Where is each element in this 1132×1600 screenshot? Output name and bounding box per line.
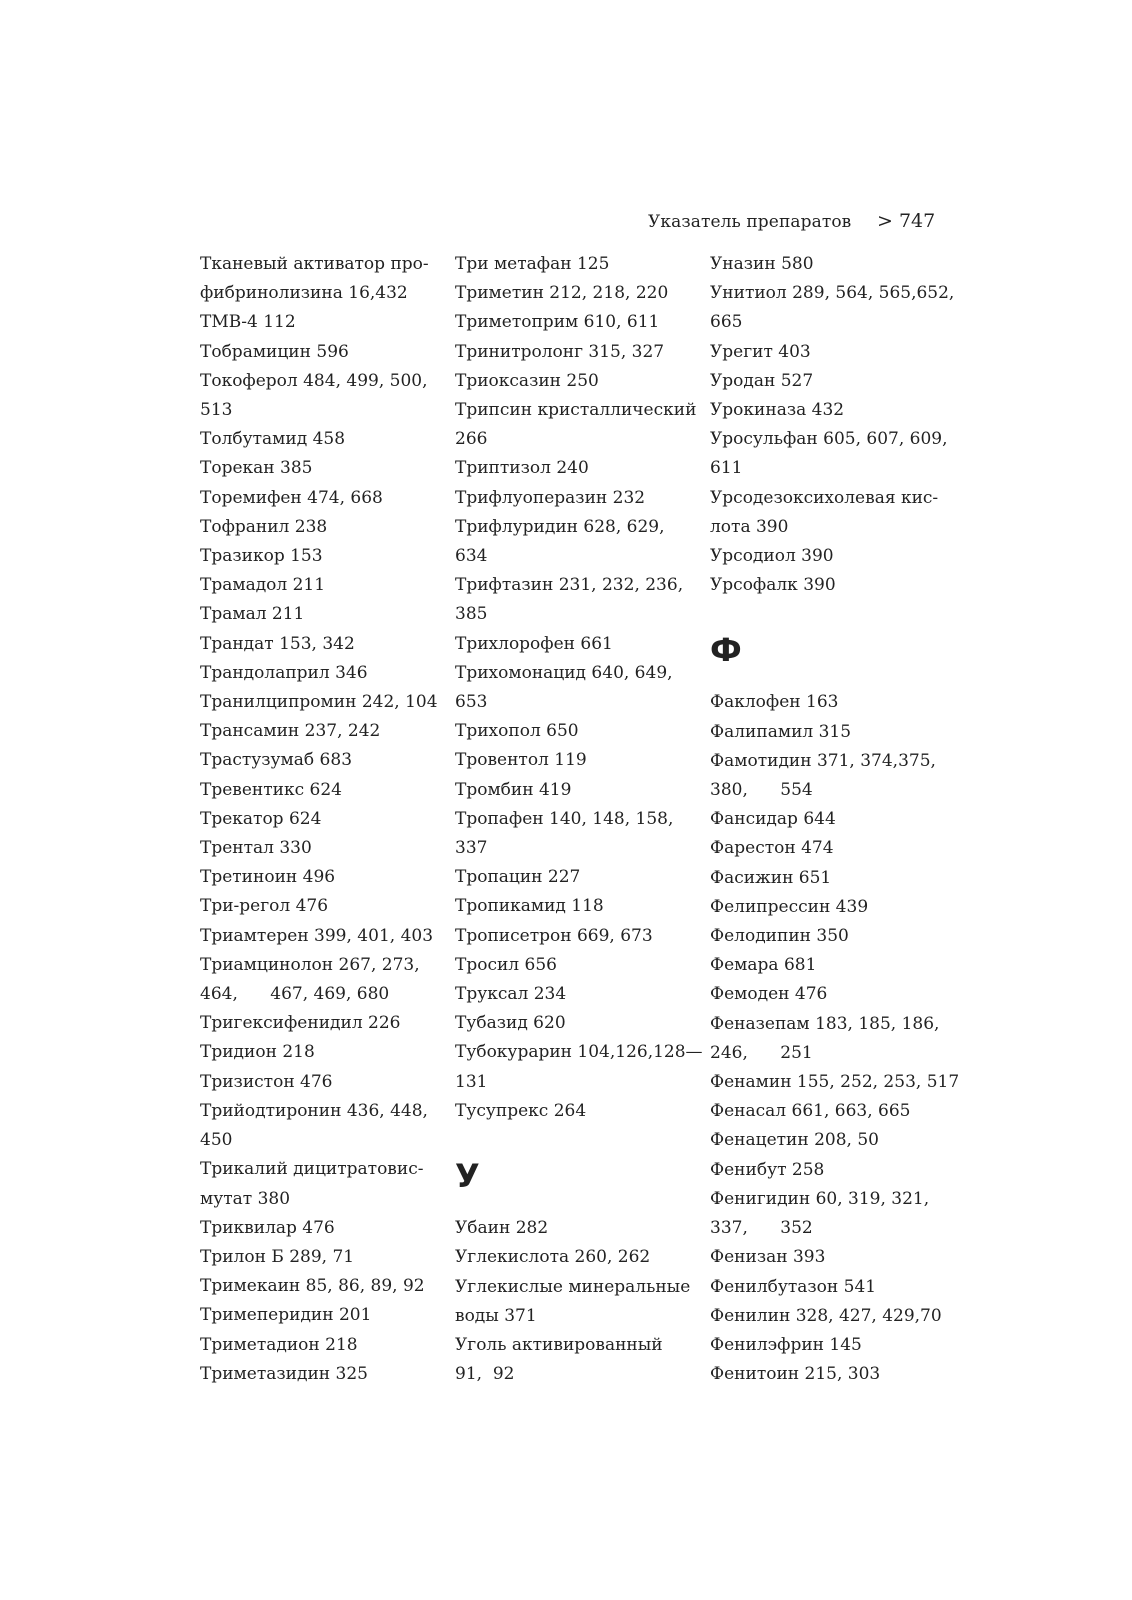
index-entry-line: Три метафан 125 [455,254,610,274]
index-entry [200,367,450,425]
index-entry [455,980,705,1009]
index-entry [200,834,450,863]
index-entry-line: Труксал 234 [455,984,567,1005]
index-entry-line: Тридион 218 [200,1042,315,1063]
index-entry-line: Фарестон 474 [710,838,834,859]
index-entry [710,951,960,980]
index-entry [710,864,960,893]
index-entry [200,1038,450,1067]
index-entry [455,1097,705,1126]
index-entry-line: Тревентикс 624 [200,779,342,800]
index-entry-line: Уголь активированный [455,1334,663,1355]
index-entry-line: Фенасал 661, 663, 665 [710,1101,911,1122]
index-entry-line: Урсофалк 390 [710,575,836,596]
index-entry-line: Триамтерен 399, 401, 403 [200,925,434,946]
index-entry [200,951,450,1009]
index-entry-line: Трихомонацид 640, 649, [455,662,673,683]
index-entry [455,484,705,513]
index-entry-line: Фансидар 644 [710,809,836,830]
index-entry-line: 380, 554 [710,780,813,801]
index-entry-line: Торекан 385 [200,458,313,479]
index-entry-line: Трандат 153, 342 [200,633,355,654]
index-entry [455,659,705,717]
index-entry [455,1273,705,1331]
index-entry-line: Тразикор 153 [200,546,323,567]
index-entry-line: Трамадол 211 [200,575,326,596]
index-entry-line: мутат 380 [200,1188,291,1209]
index-entry-line: Торемифен 474, 668 [200,487,383,508]
index-entry-line: Фенацетин 208, 50 [710,1130,879,1151]
index-entry-line: лота 390 [710,516,789,537]
index-entry [455,951,705,980]
index-entry-line: Тропикамид 118 [455,896,604,917]
index-entry-line: Трандолаприл 346 [200,662,368,683]
index-entry-line: фибринолизина 16,432 [200,283,408,304]
index-entry-line: Урсодиол 390 [710,546,834,567]
index-entry-line: Тофранил 238 [200,516,328,537]
index-entry-line: ТМВ-4 112 [200,312,296,333]
index-entry [200,600,450,629]
index-entry-line: 246, 251 [710,1042,813,1063]
index-entry [710,834,960,863]
index-entry [710,1273,960,1302]
index-entry [200,308,450,337]
index-entry-line: Фалипамил 315 [710,721,852,742]
index-entry-line: 513 [200,400,233,421]
index-entry [455,250,705,279]
index-entry-line: Три-регол 476 [200,896,329,917]
index-entry-line: Трифтазин 231, 232, 236, [455,575,684,596]
index-entry [200,513,450,542]
index-entry-line: Тромбин 419 [455,779,572,800]
index-entry [710,1126,960,1155]
index-entry [455,396,705,454]
index-entry [710,1360,960,1389]
index-entry-line: Трекатор 624 [200,808,322,829]
index-entry-line: 653 [455,692,488,713]
index-entry-line: Триамцинолон 267, 273, [200,954,420,975]
index-entry-line: Урокиназа 432 [710,400,845,421]
index-entry [710,1068,960,1097]
index-entry [455,454,705,483]
index-entry [200,1097,450,1155]
index-entry-line: Фенибут 258 [710,1159,825,1180]
index-entry [710,571,960,600]
index-entry-line: 611 [710,458,743,479]
index-entry [710,1185,960,1243]
index-entry-line: Фенигидин 60, 319, 321, [710,1188,930,1209]
index-entry [455,367,705,396]
index-entry [200,717,450,746]
index-entry-line: Трансамин 237, 242 [200,721,381,742]
index-entry [200,892,450,921]
index-entry-line: Токоферол 484, 499, 500, [200,370,428,391]
index-entry [200,338,450,367]
index-entry-line: Трийодтиронин 436, 448, [200,1100,428,1121]
index-entry-line: Феназепам 183, 185, 186, [710,1013,940,1034]
index-entry [455,717,705,746]
index-entry-line: Урсодезоксихолевая кис- [710,487,939,508]
index-entry [200,1214,450,1243]
index-entry [200,484,450,513]
index-entry-line: Тросил 656 [455,954,557,975]
index-entry-line: Фенизан 393 [710,1247,826,1268]
index-entry-line: Трамал 211 [200,604,305,625]
index-entry [455,571,705,629]
index-entry [710,396,960,425]
index-entry-line: Тобрамицин 596 [200,341,349,362]
index-letter-heading: Ф [710,631,742,670]
index-entry [455,1009,705,1038]
index-entry-line: 385 [455,604,488,625]
index-entry [455,513,705,571]
index-entry-line: 450 [200,1130,233,1151]
index-entry-line: 91, 92 [455,1364,515,1385]
index-entry-line: Тризистон 476 [200,1071,333,1092]
index-entry [710,893,960,922]
index-entry [200,454,450,483]
index-entry-line: Урегит 403 [710,341,811,362]
index-entry [455,746,705,775]
index-entry [200,571,450,600]
index-entry [455,308,705,337]
index-entry-line: Трикалий дицитратовис- [200,1159,424,1180]
index-entry-line: Фелодипин 350 [710,926,849,947]
index-entry [710,805,960,834]
index-entry-line: Тримекаин 85, 86, 89, 92 [200,1276,425,1297]
index-entry [455,1214,705,1243]
index-entry [200,542,450,571]
index-entry-line: Фенамин 155, 252, 253, 517 [710,1072,960,1093]
index-entry-line: Фенитоин 215, 303 [710,1364,881,1385]
index-entry-line: 464, 467, 469, 680 [200,984,390,1005]
index-entry [710,922,960,951]
index-entry [710,338,960,367]
index-entry-line: Уназин 580 [710,254,814,274]
index-entry-line: Триметоприм 610, 611 [455,312,660,333]
index-column-3 [710,250,960,1389]
index-entry-line: Тубазид 620 [455,1013,566,1034]
index-entry-line: Тропафен 140, 148, 158, [455,808,674,829]
index-entry [710,1156,960,1185]
index-entry-line: Тусупрекс 264 [455,1100,587,1121]
index-entry [710,718,960,747]
index-entry [710,279,960,337]
index-entry [710,980,960,1009]
index-entry [455,279,705,308]
index-entry-line: Тропацин 227 [455,867,581,888]
index-entry-line: Триквилар 476 [200,1217,335,1238]
index-entry [455,863,705,892]
index-entry [710,1010,960,1068]
index-entry-line: Углекислота 260, 262 [455,1247,651,1268]
index-entry [200,250,450,308]
index-entry [200,805,450,834]
index-entry-line: Тканевый активатор про- [200,254,429,274]
index-letter-heading: У [455,1157,480,1196]
index-entry-line: Унитиол 289, 564, 565,652, [710,283,955,304]
index-entry-line: Уросульфан 605, 607, 609, [710,429,948,450]
index-entry-line: Толбутамид 458 [200,429,346,450]
index-entry-line: Транилципромин 242, 104 [200,692,438,713]
index-entry [455,1331,705,1389]
index-entry-line: Триметазидин 325 [200,1363,368,1384]
index-entry [455,1038,705,1096]
index-entry [710,542,960,571]
index-entry [710,250,960,279]
index-entry [710,747,960,805]
index-entry-line: Тригексифенидил 226 [200,1013,401,1034]
index-entry-line: Триптизол 240 [455,458,589,479]
index-entry [200,425,450,454]
index-entry-line: воды 371 [455,1305,537,1326]
index-entry [200,746,450,775]
index-entry-line: Фенилбутазон 541 [710,1276,877,1297]
index-entry-line: Третиноин 496 [200,867,336,888]
index-entry [200,863,450,892]
index-entry [710,367,960,396]
index-entry-line: Углекислые минеральные [455,1276,691,1297]
index-entry-line: 266 [455,429,488,450]
index-entry-line: Тримеперидин 201 [200,1305,372,1326]
index-entry-line: Трихлорофен 661 [455,633,613,654]
index-entry [200,1243,450,1272]
index-entry-line: Фамотидин 371, 374,375, [710,750,936,771]
index-entry-line: Трентал 330 [200,838,312,859]
index-entry [455,1243,705,1272]
index-entry [710,1243,960,1272]
running-title: Указатель препаратов [648,212,852,232]
index-entry-line: Трописетрон 669, 673 [455,925,653,946]
index-entry-line: Уродан 527 [710,370,814,391]
index-entry-line: Триметадион 218 [200,1334,358,1355]
index-entry [710,1302,960,1331]
index-entry-line: Трастузумаб 683 [200,750,353,771]
index-entry-line: 665 [710,312,743,333]
index-entry-line: Трифлуридин 628, 629, [455,516,665,537]
index-entry [200,776,450,805]
index-entry [710,1097,960,1126]
index-entry [200,630,450,659]
index-entry-line: 337 [455,838,488,859]
page-number: > 747 [877,210,936,232]
index-entry-line: 131 [455,1071,488,1092]
index-column-2 [455,250,705,1389]
index-column-1 [200,250,450,1389]
index-entry [455,630,705,659]
index-entry-line: Трипсин кристаллический [455,400,697,421]
index-entry-line: Фасижин 651 [710,867,832,888]
index-entry-line: Убаин 282 [455,1218,549,1239]
index-entry [710,484,960,542]
index-entry-line: Тровентол 119 [455,750,587,771]
index-entry [200,1360,450,1389]
index-entry [710,425,960,483]
index-entry-line: Трилон Б 289, 71 [200,1246,355,1267]
index-entry-line: Фемара 681 [710,955,817,976]
index-entry [200,1301,450,1330]
index-entry-line: 634 [455,546,488,567]
index-entry [455,338,705,367]
index-entry [200,1068,450,1097]
index-entry-line: Триоксазин 250 [455,370,599,391]
index-entry-line: Фенилэфрин 145 [710,1334,862,1355]
index-entry [455,922,705,951]
index-entry-line: 337, 352 [710,1218,813,1239]
index-entry-line: Фемоден 476 [710,984,828,1005]
index-entry-line: Тринитролонг 315, 327 [455,341,665,362]
index-entry [200,1155,450,1213]
index-entry [455,892,705,921]
index-entry [200,1331,450,1360]
index-entry [200,1272,450,1301]
index-entry [200,688,450,717]
index-entry [710,1331,960,1360]
index-entry [200,1009,450,1038]
index-entry-line: Фенилин 328, 427, 429,70 [710,1305,942,1326]
index-entry-line: Триметин 212, 218, 220 [455,283,669,304]
index-entry [455,805,705,863]
index-entry [200,922,450,951]
index-entry-line: Тубокурарин 104,126,128— [455,1042,703,1063]
index-entry-line: Трихопол 650 [455,721,579,742]
index-entry [455,776,705,805]
index-entry-line: Трифлуоперазин 232 [455,487,646,508]
index-entry [200,659,450,688]
index-entry [710,688,960,717]
index-entry-line: Фелипрессин 439 [710,896,869,917]
index-entry-line: Факлофен 163 [710,692,839,713]
